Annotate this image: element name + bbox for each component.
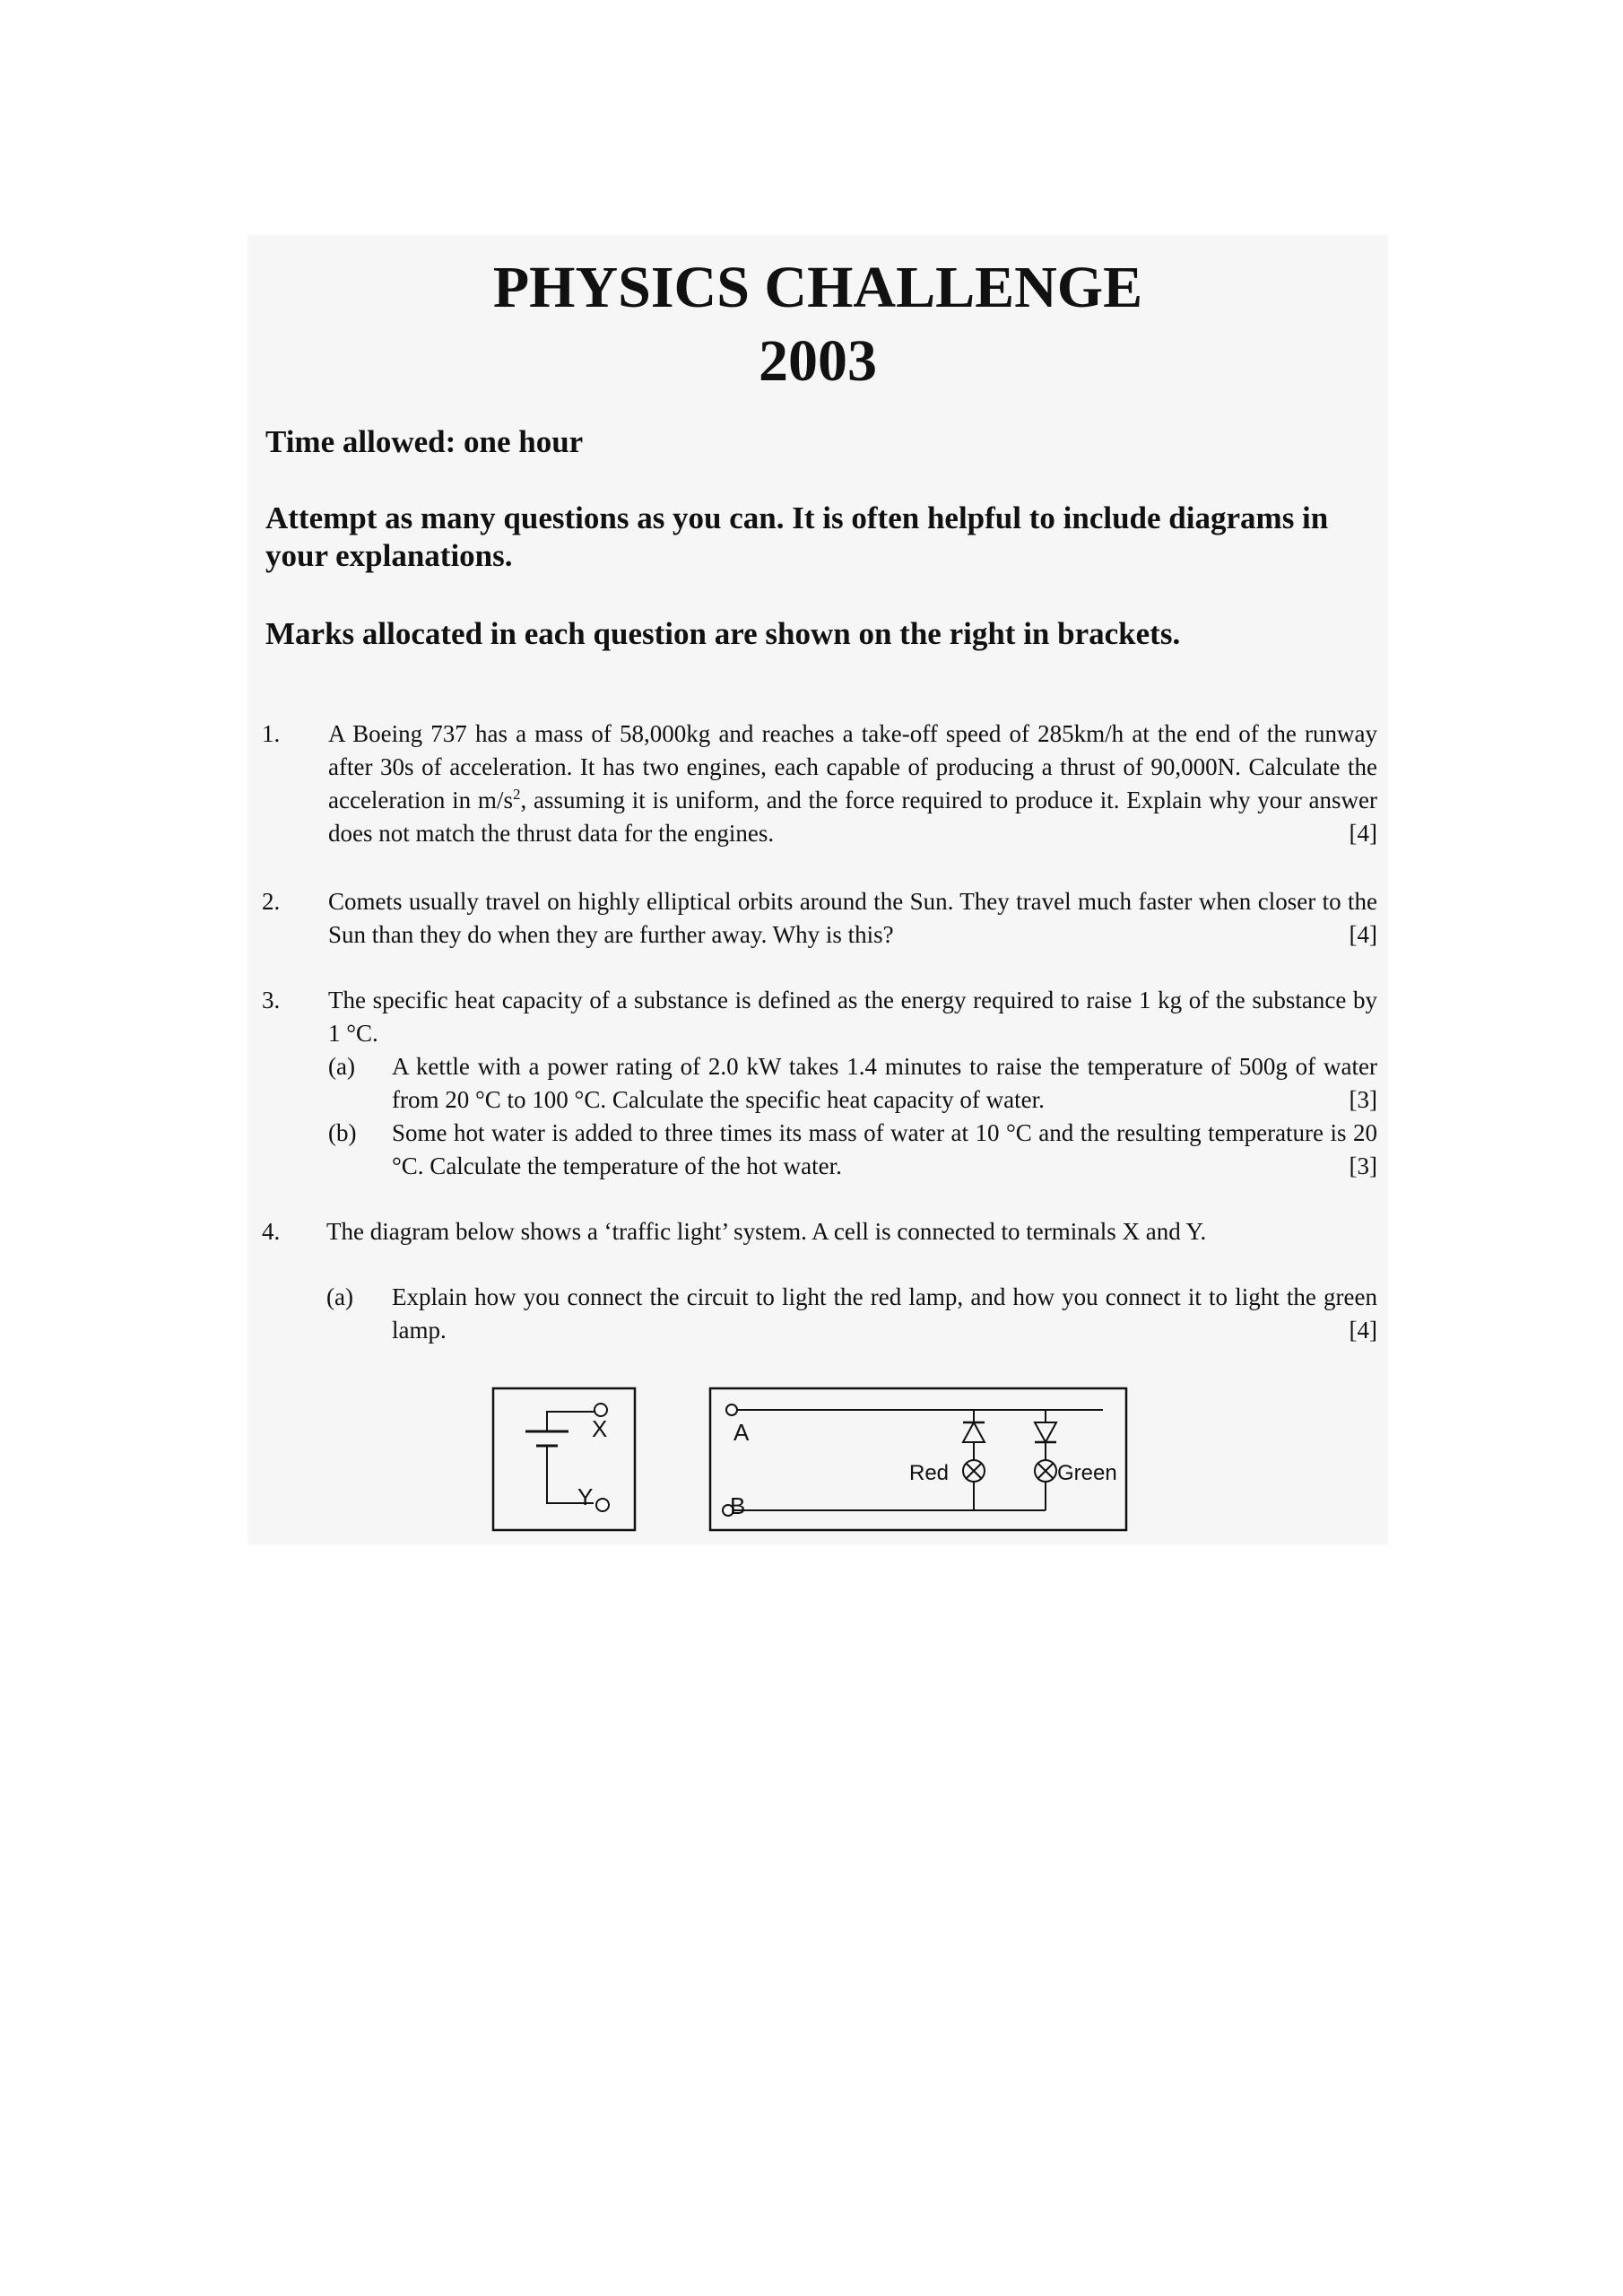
question-3b-text bbox=[392, 1117, 1377, 1183]
time-allowed: Time allowed: one hour bbox=[265, 424, 584, 459]
question-3b-body: Some hot water is added to three times its mass of water at 10 °C and the resulting temperature is 20 °C. Calculate the temperature of the hot water. bbox=[392, 1119, 1377, 1179]
label-a: A bbox=[733, 1419, 750, 1446]
terminal-a bbox=[726, 1405, 737, 1415]
label-b: B bbox=[730, 1492, 746, 1519]
page-year: 2003 bbox=[759, 328, 877, 394]
question-3a-label: (a) bbox=[328, 1053, 355, 1080]
question-3a-marks: [3] bbox=[1349, 1086, 1377, 1113]
question-4a-label: (a) bbox=[326, 1283, 353, 1310]
question-4a-marks: [4] bbox=[1349, 1317, 1377, 1344]
attempt-instruction: Attempt as many questions as you can. It is often helpful to include diagrams in your explanations. bbox=[265, 500, 1329, 573]
label-y: Y bbox=[577, 1483, 594, 1510]
question-1-text bbox=[328, 718, 1377, 850]
question-2-number: 2. bbox=[262, 888, 281, 915]
question-4-number: 4. bbox=[262, 1218, 281, 1245]
question-3-text: The specific heat capacity of a substance is defined as the energy required to raise 1 kg of the substance by 1 °C. bbox=[328, 987, 1377, 1047]
red-diode-triangle bbox=[963, 1422, 985, 1442]
marks-instruction: Marks allocated in each question are shown on the right in brackets. bbox=[265, 616, 1181, 651]
question-1-number: 1. bbox=[262, 720, 281, 747]
traffic-light-circuit bbox=[708, 1387, 1130, 1534]
question-2-marks: [4] bbox=[1349, 921, 1377, 948]
question-1-text-b: , assuming it is uniform, and the force required to produce it. Explain why your answer does not match the thrust data for the engines. bbox=[328, 787, 1377, 847]
page-title: PHYSICS CHALLENGE bbox=[492, 255, 1143, 320]
question-2-body: Comets usually travel on highly elliptical orbits around the Sun. They travel much faster when closer to the Sun than they do when they are further away. Why is this? bbox=[328, 888, 1377, 948]
label-x: X bbox=[592, 1415, 608, 1442]
label-green: Green bbox=[1057, 1461, 1117, 1485]
question-4a-body: Explain how you connect the circuit to light the red lamp, and how you connect it to light the green lamp. bbox=[392, 1283, 1377, 1344]
question-2-text bbox=[328, 885, 1377, 952]
cell-lead-x bbox=[547, 1412, 595, 1431]
question-3a-body: A kettle with a power rating of 2.0 kW takes 1.4 minutes to raise the temperature of 500g of water from 20 °C to 100 °C. Calculate the specific heat capacity of water. bbox=[392, 1053, 1377, 1113]
question-3b-label: (b) bbox=[328, 1119, 357, 1146]
question-3-number: 3. bbox=[262, 987, 281, 1013]
cell-diagram bbox=[491, 1387, 637, 1534]
question-1-text-a: A Boeing 737 has a mass of 58,000kg and reaches a take-off speed of 285km/h at the end of the runway after 30s of acceleration. It has two engines, each capable of producing a thrust of 90,000N. Calculate the acceleration in m/s bbox=[328, 720, 1377, 813]
green-diode-triangle bbox=[1035, 1422, 1056, 1442]
question-3b-marks: [3] bbox=[1349, 1152, 1377, 1179]
question-4a-text bbox=[392, 1281, 1377, 1347]
label-red: Red bbox=[909, 1461, 950, 1485]
question-1-marks: [4] bbox=[1349, 820, 1377, 847]
question-4-text: The diagram below shows a ‘traffic light’ system. A cell is connected to terminals X and Y. bbox=[326, 1218, 1207, 1245]
terminal-y bbox=[596, 1499, 609, 1511]
question-1-superscript: 2 bbox=[512, 786, 521, 803]
cell-box bbox=[493, 1388, 635, 1530]
terminal-x bbox=[595, 1404, 607, 1416]
question-3a-text bbox=[392, 1050, 1377, 1117]
